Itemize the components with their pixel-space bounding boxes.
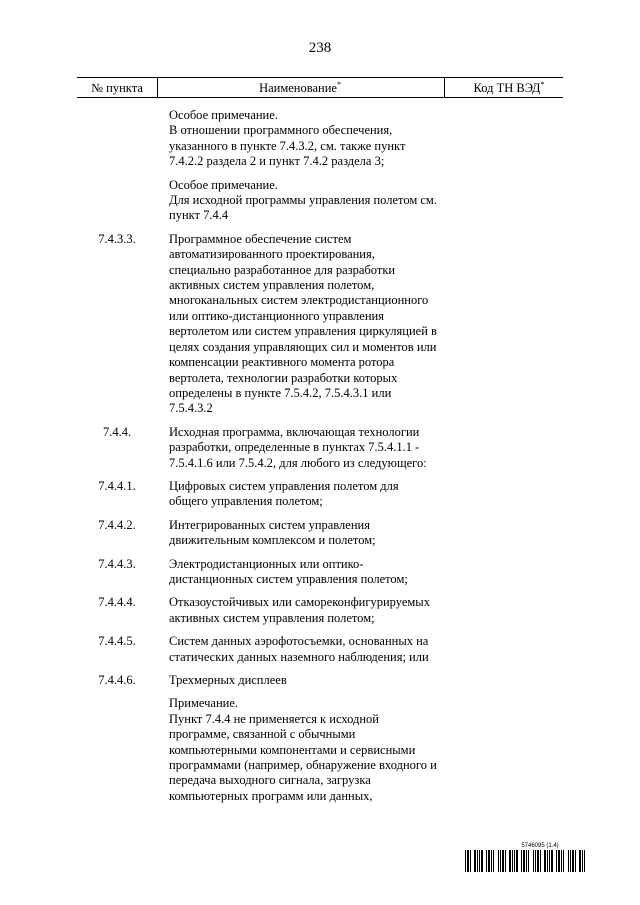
barcode-bar: [493, 850, 494, 872]
barcode-bar: [584, 850, 585, 872]
item-text: Отказоустойчивых или самореконфигурируемых активных систем управления полетом;: [169, 595, 430, 625]
table-row: [77, 673, 563, 688]
item-number: 7.4.4.2.: [98, 517, 136, 532]
barcode-bar: [544, 850, 546, 872]
barcode-bar: [470, 850, 471, 872]
table-row: [77, 634, 563, 665]
barcode-bar: [521, 850, 522, 872]
barcode-bar: [570, 850, 571, 872]
table-row: [77, 178, 563, 224]
item-text: Особое примечание. В отношении программного обеспечения, указанного в пункте 7.4.3.2, см. также пункт 7.4.2.2 раздела 2 и пункт 7.4.2 раздела 3;: [169, 108, 406, 169]
barcode-bar: [556, 850, 557, 872]
barcode-bar: [551, 850, 553, 872]
barcode-bar: [540, 850, 541, 872]
barcode-bar: [575, 850, 576, 872]
barcode-bar: [549, 850, 550, 872]
header-divider: [444, 78, 445, 97]
barcode-bar: [526, 850, 527, 872]
barcode-bar: [465, 850, 466, 872]
table-row: [77, 696, 563, 804]
barcode-bar: [474, 850, 476, 872]
barcode-bar: [537, 850, 539, 872]
table-row: [77, 425, 563, 471]
barcode-bar: [563, 850, 564, 872]
barcode-bar: [533, 850, 534, 872]
item-text: Программное обеспечение систем автоматизированного проектирования, специально разработанное для разработки активных систем управления полетом, многоканальных систем электродистанционного или оптико-дистанционного управления вертолетом или систем управления циркуляцией в целях создания управляющих сил и моментов или компенсации реактивного момента ротора вертолета, технологии разработки которых определены в пункте 7.5.4.2, 7.5.4.3.1 или 7.5.4.3.2: [169, 231, 437, 416]
table-row: [77, 479, 563, 510]
barcode-bar: [479, 850, 480, 872]
item-number: 7.4.4.3.: [98, 556, 136, 571]
barcode-bar: [488, 850, 490, 872]
item-text: Электродистанционных или оптико-дистанционных систем управления полетом;: [169, 556, 408, 586]
barcode-bar: [568, 850, 569, 872]
header-divider: [157, 78, 158, 97]
barcode-bar: [572, 850, 574, 872]
item-text: Исходная программа, включающая технологии разработки, определенные в пунктах 7.5.4.1.1 - 7.5.4.1.6 или 7.5.4.2, для любого из следующего:: [169, 424, 427, 470]
header-name-column: [169, 81, 431, 96]
item-text: Трехмерных дисплеев: [169, 673, 287, 687]
item-number: 7.4.4.5.: [98, 634, 136, 649]
header-code-footnote-mark: *: [540, 79, 545, 89]
item-number: 7.4.3.3.: [98, 231, 136, 246]
barcode-bar: [558, 850, 560, 872]
barcode-bar: [547, 850, 548, 872]
table-body: [77, 108, 563, 812]
header-code-column: [455, 81, 563, 96]
item-text: Цифровых систем управления полетом для общего управления полетом;: [169, 478, 399, 509]
barcode-caption: 5746095 (1.4): [521, 843, 559, 849]
barcode-bar: [516, 850, 518, 872]
item-text: Примечание. Пункт 7.4.4 не применяется к исходной программе, связанной с обычными компьютерными компонентами и сервисными программами (например, обнаружение входного и передача выходного сигнала, загрузка компьютерных программ или данных,: [169, 696, 437, 803]
table-row: [77, 595, 563, 626]
item-number: 7.4.4.1.: [98, 478, 136, 493]
header-name-footnote-mark: *: [336, 79, 341, 89]
item-number: [77, 108, 157, 170]
item-number: [77, 178, 157, 224]
barcode-bar: [528, 850, 529, 872]
barcode-bar: [467, 850, 469, 872]
barcode-bar: [523, 850, 525, 872]
barcode-bar: [500, 850, 501, 872]
page-number: 238: [308, 40, 332, 56]
barcode-bar: [481, 850, 483, 872]
barcode-icon: [465, 850, 585, 872]
item-text: Систем данных аэрофотосъемки, основанных на статических данных наземного наблюдения; или: [169, 634, 429, 664]
table-row: [77, 518, 563, 549]
item-number: 7.4.4.6.: [98, 673, 136, 687]
barcode-bar: [579, 850, 581, 872]
item-number: 7.4.4.: [102, 424, 132, 439]
barcode-bar: [491, 850, 492, 872]
barcode-bar: [509, 850, 511, 872]
barcode-bar: [477, 850, 478, 872]
item-text: Особое примечание. Для исходной программы управления полетом см. пункт 7.4.4: [169, 177, 437, 223]
barcode-bar: [498, 850, 499, 872]
barcode-bar: [486, 850, 487, 872]
barcode-bar: [514, 850, 515, 872]
table-header: [77, 77, 563, 98]
item-number: [77, 696, 157, 804]
barcode-bar: [502, 850, 504, 872]
table-row: [77, 232, 563, 417]
header-code-label: Код ТН ВЭД: [473, 81, 541, 95]
table-row: [77, 108, 563, 170]
item-text: Интегрированных систем управления движительным комплексом и полетом;: [169, 517, 376, 548]
barcode: [465, 843, 585, 872]
table-row: [77, 557, 563, 588]
barcode-bar: [561, 850, 562, 872]
barcode-bar: [505, 850, 506, 872]
barcode-bar: [535, 850, 536, 872]
barcode-bar: [582, 850, 583, 872]
header-name-label: Наименование: [259, 81, 337, 95]
item-number: 7.4.4.4.: [98, 595, 136, 610]
header-number-column: № пункта: [91, 81, 143, 95]
barcode-bar: [512, 850, 513, 872]
